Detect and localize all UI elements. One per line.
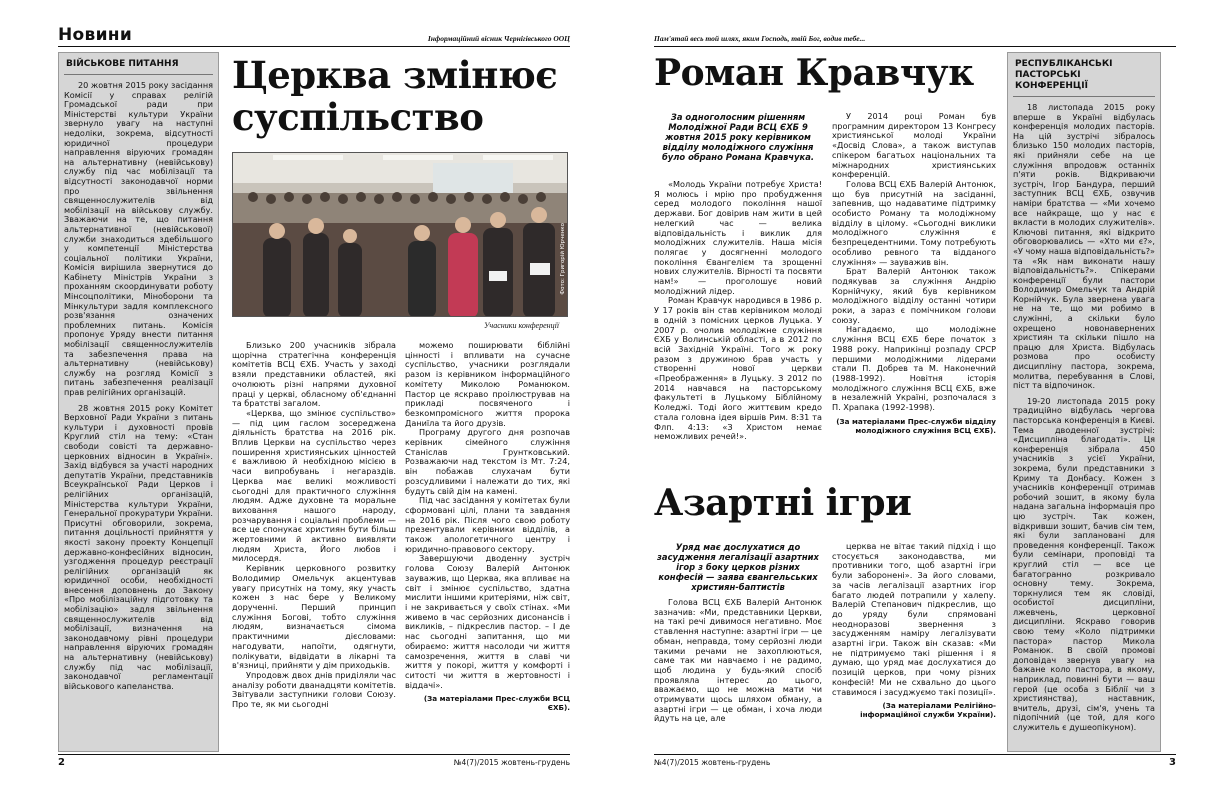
- article-column-1: [232, 341, 396, 710]
- article-lead: За одноголосним рішенням Молодіжної Ради ВСЦ ЄХБ 9 жовтня 2015 року керівником відділу молодіжного служіння було обрано Романа Кравчука.: [661, 112, 815, 162]
- article-column-2: [405, 341, 570, 712]
- sidebar-title: ВІЙСЬКОВЕ ПИТАННЯ: [64, 57, 213, 75]
- article-source: (За матеріалами Прес-служби ВСЦ ЄХБ).: [423, 694, 570, 713]
- article-headline: Азартні ігри: [654, 482, 912, 524]
- sidebar-pastoral-conferences: [1007, 52, 1161, 752]
- article-column-1: [654, 180, 822, 442]
- article-paragraph: Брат Валерій Антонюк також подякував за служіння Андрію Корнійчуку, який був керівником молодіжного відділу останні чотири роки, а зараз є помічником голови союзу.: [832, 266, 996, 325]
- article-paragraph: Керівник церковного розвитку Володимир Омельчук акцентував увагу присутніх на тому, яку участь кожен з нас бере у Великому дорученні. Перший принцип служіння Богові, тобто служіння людям, визначається сімома практичними дієсловами: нагодувати, напоїти, одягнути, полікувати, відвідати в лікарні та в'язниці, прийняти у дім приходьків.: [232, 563, 396, 671]
- article-source: (За матеріалами Прес-служби відділу молодіжного служіння ВСЦ ЄХБ).: [836, 416, 996, 435]
- article-source: (За матеріалами Релігійно-інформаційної служби України).: [860, 701, 996, 720]
- article-paragraph: Під час засідання у комітетах були сформовані цілі, плани та завдання на 2016 рік. Після чого свою роботу презентували керівники відділів, а також апологетичного центру і юридично-правового сектору.: [405, 495, 570, 554]
- sidebar-paragraph: 20 жовтня 2015 року засідання Комісії у справах релігій Громадської ради при Міністерстві культури України звернуло увагу на наступні недоліки, зокрема, відсутності юридичної процедури направлення віруючих громадян на альтернативну (невійськову) службу під час мобілізації та відсутності законодавчої норми про звільнення священнослужителів від мобілізації на військову службу. Зважаючи на те, що питання альтернативної (невійськової) служби знаходиться здебільшого у компетенції Міністерства соціальної політики України, Комісія вирішила звернутися до Кабінету Міністрів України з проханням скоординувати роботу Мінсоцполітики, Міноборони та Мінкультури задля комплексного розв'язання означених проблемних питань. Комісія пропонує Уряду внести питання мобілізації священнослужителів та забезпечення права на альтернативну (невійськову) службу на розгляд Комісії з питань забезпечення реалізації прав релігійних організацій.: [64, 80, 213, 397]
- article-column-2: [832, 112, 996, 435]
- header-tagline: Інформаційний вісник Чернігівського ООЦ: [427, 34, 570, 43]
- right-page-footer: [654, 754, 1176, 773]
- article-paragraph: Роман Кравчук народився в 1986 р. У 17 років він став керівником молоді в одній з помісних церков Луцька. У 2007 р. очолив молодіжне служіння ЄХБ у Волинській області, а в 2012 по всій Західній Україні. Того ж року разом з дружиною брав участь у створенні нової церкви «Преображення» в Луцьку. З 2012 по 2014 навчався на пасторському факультеті в Луцькому Біблійному Коледжі. Тоді його життєвим кредо стала головна ідея віршів Рим. 8:31 та Флп. 4:13: «З Христом немає неможливих речей!».: [654, 295, 822, 442]
- photo-caption: Учасники конференції: [484, 321, 560, 330]
- article-paragraph: «Молодь України потребує Христа! Я молюсь і мрію про пробудження серед молодого покоління нашої держави. Бог довірив нам жити в цей нелегкий час — велика відповідальність і виклик для молодіжних служителів. Наша місія полягає у досягненні молодого покоління Євангелієм та зрощенні нових служителів. Вірності та посвяти нам!» — проголошує новий молодіжний лідер.: [654, 179, 822, 296]
- article-headline: Церква змінює суспільство: [232, 53, 558, 139]
- section-title: Новини: [58, 25, 133, 45]
- sidebar-title: РЕСПУБЛІКАНСЬКІ ПАСТОРСЬКІ КОНФЕРЕНЦІЇ: [1013, 57, 1155, 97]
- article-headline: Роман Кравчук: [654, 52, 974, 94]
- article-paragraph: Голова ВСЦ ЄХБ Валерій Антонюк зазначив: «Ми, представники Церкви, на такі речі дивимося негативно. Моє ставлення наступне: азартні ігри — це обман, неправда, тому серйозні люди такими речами не захоплюються, саме так ми навчаємо і не радимо, щоб людина у будь-який спосіб проявляла інтерес до цього, вважаємо, що не можна мати чи отримувати щось шляхом обману, а азартні ігри — це обман, і хоча люди йдуть на це, але: [654, 597, 822, 724]
- article-paragraph: церква не вітає такий підхід і що стосується законодавства, ми противники того, щоб азартні ігри були заборонені». За його словами, за часів легалізації азартних ігор багато людей потрапили у халепу. Валерій Степанович підкреслив, що до уряду були спрямовані неодноразові звернення з засудженням наміру легалізувати азартні ігри. Також він сказав: «Ми не підтримуємо такі рішення і я думаю, що уряд має дослухатися до позицій церков, при чому різних конфесій! Ми не схвально до цього ставимося і засуджуємо такі позиції».: [832, 541, 996, 697]
- left-page-header: [58, 26, 570, 47]
- conference-photo: [232, 152, 568, 317]
- issue-label: №4(7)/2015 жовтень-грудень: [453, 758, 570, 767]
- header-tagline: Пам'ятай весь той шлях, яким Господь, твій Бог, водив тебе...: [654, 34, 866, 43]
- page-number: 3: [1169, 757, 1176, 768]
- page-number: 2: [58, 757, 65, 768]
- article-column-2: [832, 542, 996, 719]
- sidebar-paragraph: 18 листопада 2015 року вперше в Україні відбулась конференція молодих пасторів. На цій зустрічі зібралось близько 150 молодих пасторів, які прийняли себе на це служіння впродовж останніх п'яти років. Відкриваючи зустріч, Ігор Бандура, перший заступник ВСЦ ЄХБ, озвучив наміри братства — «Ми хочемо все найкраще, що у нас є вкласти в молодих служителів». Ключові питання, які відкрито обговорювались — «Хто ми є?», «У чому наша відповідальність?» та «Як нам виконати нашу відповідальність?». Спікерами конференції були пастори Володимир Омельчук та Андрій Корнійчук. Була звернена увага не на те, що ми робимо в служінні, а скільки було охрещено новонавернених християн та скільки пішло на працю для Христа. Відбулась розмова про особисту дисципліну пастора, зокрема, молитва, перебування в Слові, піст та відпочинок.: [1013, 102, 1155, 391]
- article-paragraph: Програму другого дня розпочав керівник сімейного служіння Станіслав Грунтковський. Розважаючи над текстом із Мт. 7:24, він побажав слухачам бути розсудливими і належати до тих, які будуть свій дім на камені.: [405, 427, 570, 496]
- article-paragraph: можемо поширювати біблійні цінності і впливати на сучасне суспільство, учасники розглядали разом із керівником інформаційного комітету Миколою Романюком. Пастор це яскраво проілюстрував на прикладі посвяченого і безкомпромісного життя пророка Даниїла та його друзів.: [405, 340, 570, 428]
- right-page: [634, 0, 1224, 792]
- sidebar-paragraph: 19-20 листопада 2015 року традиційно відбулась чергова пасторська конференція в Києві. Тема дводенної зустрічі: «Дисципліна благодаті». Ця конференція зібрала 450 учасників з усієї України, зокрема, були представники з Криму та Донбасу. Кожен з учасників конференції отримав робочий зошит, в якому була надана загальна інформація про цю зустріч. Так кожен, відкривши зошит, бачив сім тем, які були заплановані для проведення конференції. Також були семінари, проповіді та круглий стіл — все це багатогранно розкривало основну тему. Зокрема, торкнулися тем як словіді, особистої дисципліни, лжевчень, церковної дисципліни. Яскраво говорив свою тему «Коло підтримки пастора» пастор Микола Романюк. В своїй промові доповідач звернув увагу на бажане коло пастора, в якому, наприклад, повинні бути — ваш герой (це особа з Біблії чи з християнства), наставник, вчитель, друзі, сім'я, учень та підопічний (це той, для кого служитель є душеопікуном).: [1013, 395, 1155, 732]
- article-paragraph: Завершуючи дводенну зустріч голова Союзу Валерій Антонюк зауважив, що Церква, яка впливає на світ і змінює суспільство, здатна мислити іншими критеріями, ніж світ, і не закривається у своїх стінах. «Ми живемо в час серйозних дисонансів і викликів, – підкреслив пастор. – І де нас сьогодні запитання, що ми обираємо: життя насолоди чи життя самозречення, життя в славі чи життя у покорі, життя у комфорті і ситості чи життя в жертовності і віддачі».: [405, 553, 570, 690]
- article-paragraph: «Церква, що змінює суспільство» — під цим гаслом зосереджена діяльність братства на 2016 рік. Вплив Церкви на суспільство через поширення християнських цінностей є важливою й необхідною місією в часи випробувань і негараздів. Церква має великі можливості сьогодні для практичного служіння людям. Адже духовне та моральне виховання нашого народу, розчарування і соціальні проблеми — все це спонукає християн бути більш жертовними й активно виявляти людям Христа, Його любов і милосердя.: [232, 407, 396, 564]
- article-lead: Уряд має дослухатися до засудження легалізації азартних ігор з боку церков різних конфесій — заява євангельських християн-баптистів: [657, 542, 819, 592]
- conference-photo-image: [233, 153, 568, 317]
- article-paragraph: Голова ВСЦ ЄХБ Валерій Антонюк, що був присутній на засіданні, запевнив, що надаватиме підтримку особисто Роману та молодіжному відділу в цілому. «Сьогодні виклики молодіжного служіння є безпрецедентними. Тому потребують особливо ревного та відданого служіння» — зауважив він.: [832, 178, 996, 267]
- article-paragraph: Упродовж двох днів приділяли час аналізу роботи дванадцяти комітетів. Звітували заступники голови Союзу. Про те, як ми сьогодні: [232, 669, 397, 710]
- article-paragraph: Близько 200 учасників зібрала щорічна стратегічна конференція комітетів ВСЦ ЄХБ. Участь у заході взяли представники областей, які очолюють різні напрями духовної праці у церкві, обласному об'єднанні та братстві загалом.: [232, 340, 396, 409]
- sidebar-paragraph: 28 жовтня 2015 року Комітет Верховної Ради України з питань культури і духовності провів Круглий стіл на тему: «Стан свободи совісті та державно-церковних відносин в Україні». Захід відбувся за участі народних депутатів України, представників Всеукраїнської Ради Церков і релігійних організацій, Міністерства культури України, Генеральної прокуратури України. Присутні обговорили, зокрема, питання доцільності прийняття у якості закону проекту Концепції державно-конфесійних відносин, узгодження процедур реєстрації релігійних організацій як юридичної особи, необхідності внесення доповнень до Закону «Про мобілізаційну підготовку та мобілізацію» задля звільнення священнослужителів від мобілізації, визначення на законодавчому рівні процедури направлення віруючих громадян на альтернативну (невійськову) службу під час мобілізації, законодавчої регламентації військового капеланства.: [64, 402, 213, 691]
- article-paragraph: Нагадаємо, що молодіжне служіння ВСЦ ЄХБ бере початок з 1988 року. Наприкінці розпаду СРСР першими молодіжними лідерами стали П. Добрев та М. Наконечний (1988-1992). Новітня історія молодіжного служіння ВСЦ ЄХБ, вже в незалежній Україні, розпочалася з П. Храпака (1992-1998).: [832, 324, 996, 413]
- sidebar-military-question: [58, 52, 219, 752]
- photo-credit: Фото: Григорій Юрченко: [560, 223, 566, 295]
- article-column-1: [654, 542, 822, 724]
- right-page-header: [654, 26, 1176, 47]
- left-page-footer: [58, 754, 570, 773]
- issue-label: №4(7)/2015 жовтень-грудень: [654, 758, 771, 767]
- left-page: [0, 0, 590, 792]
- article-paragraph: У 2014 році Роман був програмним директором 13 Конгресу християнської молоді України «Досвід Слова», а також виступав спікером багатьох національних та міжнародних християнських конференцій.: [832, 111, 996, 180]
